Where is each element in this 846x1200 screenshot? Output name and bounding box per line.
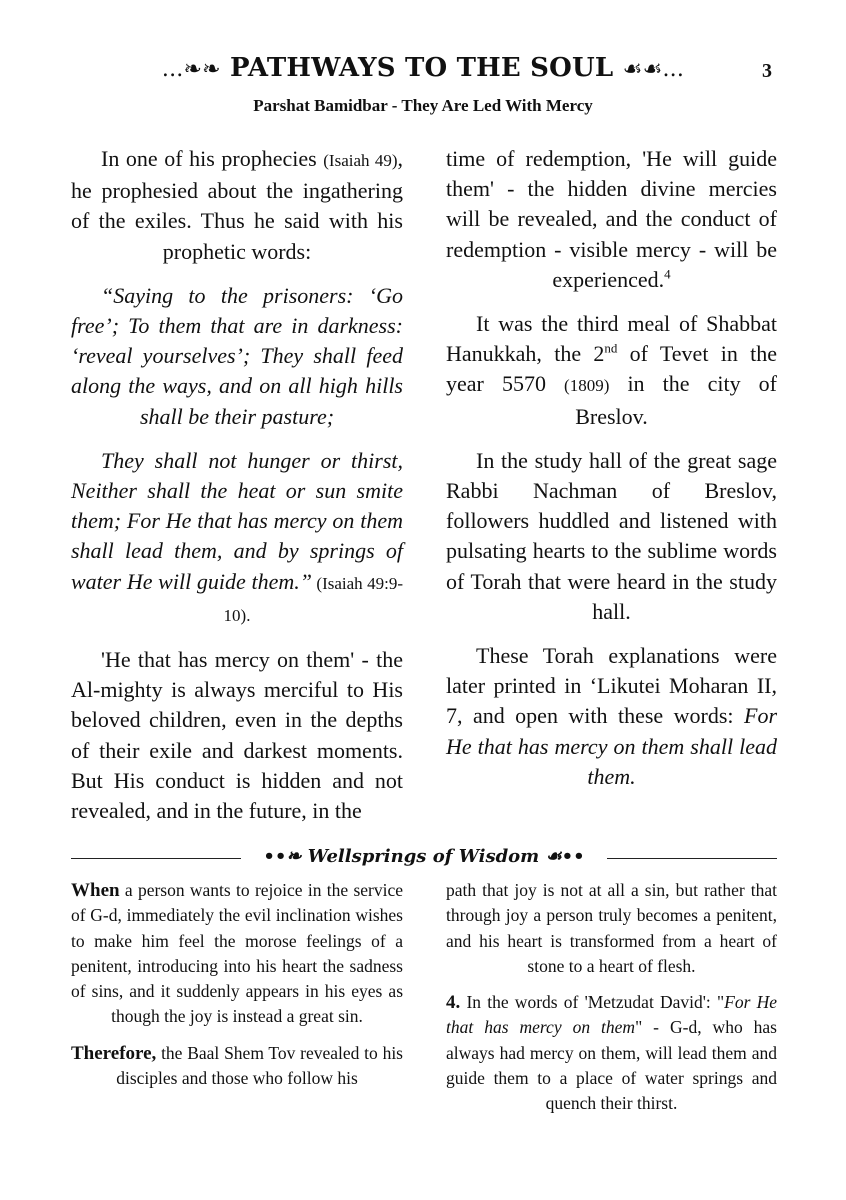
page-subtitle: Parshat Bamidbar - They Are Led With Mercy [253,96,593,115]
divider-line-right [607,858,777,859]
ornament-right-icon: ☙☙... [622,57,685,82]
paragraph-prophecy [71,144,403,267]
text: path that joy is not at all a sin, but rather that through joy a person truly becomes a penitent, and his heart is transformed from a heart of stone to a heart of flesh. [446,880,777,976]
quote-paragraph-2 [71,446,403,631]
text: It was the third meal of Shabbat Hanukkah, the 2 [446,311,777,367]
paragraph-study-hall [446,446,777,627]
source-citation: (Isaiah 49:9-10). [223,573,404,625]
quote-text: They shall not hunger or thirst, Neither shall the heat or sun smite them; For He that has mercy on them shall lead them, and by springs of water He will guide them.” [71,447,403,594]
page-header [0,50,846,90]
text: time of redemption, 'He will guide them' - the hidden divine mercies will be revealed, and the conduct of redemption - visible mercy - will be experienced. [446,146,777,292]
quote-text: For He that has mercy on them shall lead them. [446,703,777,789]
paragraph-joy [446,878,777,979]
lead-word: When [71,880,120,901]
text: 'He that has mercy on them' - the Al-mighty is always merciful to His beloved children, even in the depths of their exile and darkest moments. But His conduct is hidden and not revealed, and in the future, in the [71,647,403,824]
lead-word: Therefore, [71,1042,157,1064]
paragraph-third-meal [446,309,777,432]
text: These Torah explanations were later printed in ‘Likutei Moharan II, 7, and open with these words: [446,643,777,729]
running-title [130,50,716,88]
text: In the study hall of the great sage Rabbi Nachman of Breslov, followers huddled and listened with pulsating hearts to the sublime words of Torah that were heard in the study hall. [446,447,777,624]
ornament-right-icon: ☙•• [545,846,585,867]
year-citation: (1809) [564,376,610,396]
footer-right-column [446,878,777,1128]
section-heading [241,846,607,867]
footnote-number: 4. [446,992,461,1014]
footer-left-column [71,878,403,1102]
paragraph-when [71,878,403,1030]
page-number: 3 [762,60,772,82]
ornament-left-icon: ••❧ [263,846,302,867]
title-text: PATHWAYS TO THE SOUL [230,53,614,83]
divider-line-left [71,858,241,859]
text: In the words of 'Metzudat David': " [460,992,725,1013]
text: " - G-d, who has always had mercy on them, will lead them and guide them to a place of water springs and quench their thirst. [446,1017,777,1114]
ornament-left-icon: ...❧❧ [161,57,221,82]
quote-paragraph-1 [71,281,403,432]
ordinal-suffix: nd [604,340,618,356]
paragraph-therefore [71,1041,403,1092]
paragraph-mercy [71,645,403,826]
quote-text: “Saying to the prisoners: ‘Go free’; To them that are in darkness: ‘reveal yourselves’; They shall feed along the ways, and on all high hills shall be their pasture; [71,282,403,429]
section-title: Wellsprings of Wisdom [307,846,540,867]
quote-text: For He that has mercy on them [446,992,777,1038]
right-column [446,144,777,806]
text: , he prophesied about the ingathering of the exiles. Thus he said with his prophetic words: [71,146,403,264]
footnote-4 [446,990,777,1116]
source-citation: (Isaiah 49) [323,151,398,170]
text: the Baal Shem Tov revealed to his disciples and those who follow his [116,1042,403,1089]
text: In one of his prophecies [101,146,324,171]
footnote-ref: 4 [664,266,671,282]
text: in the city of Breslov. [575,371,777,429]
paragraph-torah-explanations [446,641,777,792]
text: a person wants to rejoice in the service of G-d, immediately the evil inclination wishes to make him feel the morose feelings of a penitent, introducing into his heart the sadness of sins, and it suddenly appears in his eyes as though the joy is instead a great sin. [71,880,403,1027]
paragraph-redemption [446,144,777,295]
section-divider [71,844,777,874]
text: of Tevet in the year 5570 [446,341,777,397]
left-column [71,144,403,840]
